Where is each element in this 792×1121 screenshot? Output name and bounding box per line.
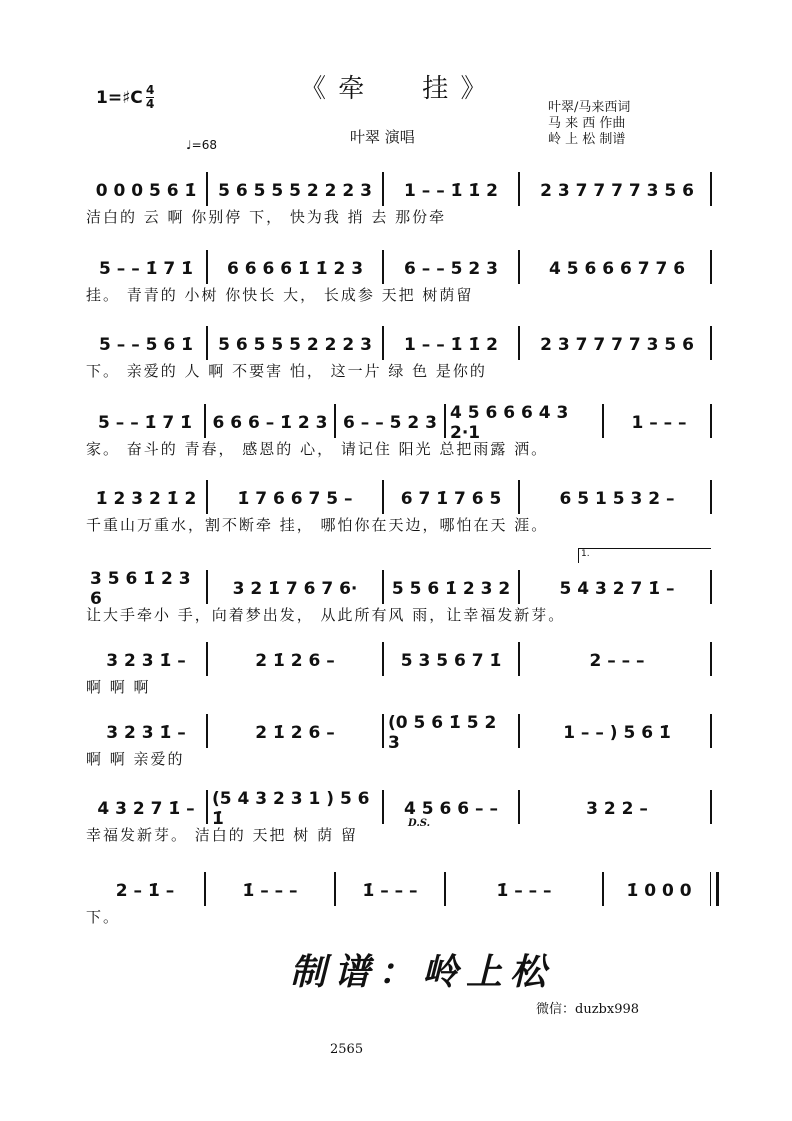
bar-line — [710, 326, 712, 360]
bar-line — [382, 326, 384, 360]
measure: 1̇ 7 6 6 7 5 – — [237, 489, 353, 509]
measure: 2 1̇ 2 6 – — [255, 723, 335, 743]
key-signature: 1=♯C — [96, 88, 143, 108]
measure: 1̇ – – – — [242, 881, 298, 901]
measure: 3 2 3 1̇ – — [106, 651, 186, 671]
measure: (5 4 3 2 3 1 ) 5 6 1̇ — [212, 789, 370, 829]
bar-line — [204, 872, 206, 906]
lyrics-line: 下。 — [86, 908, 121, 926]
measure: 1 – – – — [631, 413, 687, 433]
bar-line — [710, 570, 712, 604]
lyrics-line: 下。 亲爱的 人 啊 不要害 怕， 这一片 绿 色 是你的 — [86, 362, 487, 380]
bar-line — [444, 404, 446, 438]
measure: 4 5 6 6 – – — [404, 799, 498, 819]
measure: 1 – – ) 5 6 1̇ — [563, 723, 671, 743]
measure: 5 6 5 5 5 2 2 2 3 — [218, 335, 372, 355]
bar-line — [382, 790, 384, 824]
bar-line — [710, 790, 712, 824]
bar-line — [518, 790, 520, 824]
bar-line — [602, 872, 604, 906]
measure: 3 5 6 1̇ 2 3 6 — [90, 569, 191, 609]
bar-line — [382, 250, 384, 284]
notation-line — [86, 646, 716, 676]
transcriber-credit: 岭 上 松 制谱 — [548, 132, 626, 147]
measure: 1̇ – – – — [362, 881, 418, 901]
measure: 5 6 5 5 5 2 2 2 3 — [218, 181, 372, 201]
bar-line — [206, 570, 208, 604]
wechat-id: 微信：duzbx998 — [536, 1002, 640, 1017]
measure: 4 3 2 7 1̇ – — [97, 799, 195, 819]
measure: 1 – – 1̇ 1̇ 2 — [404, 181, 498, 201]
staff-system — [86, 330, 716, 410]
measure: 5 5 6 1̇ 2 3 2 — [391, 579, 511, 599]
measure: 5 – – 5 6 1̇ — [99, 335, 193, 355]
lyrics-line: 啊 啊 亲爱的 — [86, 750, 185, 768]
bar-line — [204, 404, 206, 438]
measure: 2 – – – — [589, 651, 645, 671]
measure: 6 6 6 6 1̇ 1̇ 2 3 — [226, 259, 364, 279]
time-top: 4 — [146, 83, 155, 97]
singer-credit: 叶翠 演唱 — [350, 128, 415, 146]
lyrics-line: 挂。 青青的 小树 你快长 大， 长成参 天把 树荫留 — [86, 286, 474, 304]
notation-line — [86, 789, 716, 829]
bar-line — [206, 172, 208, 206]
notation-line — [86, 569, 716, 609]
lyrics-line: 洁白的 云 啊 你别停 下， 快为我 捎 去 那份牵 — [86, 208, 447, 226]
bar-line — [710, 404, 712, 438]
measure: 5 – – 1̇ 7 1̇ — [99, 259, 193, 279]
bar-line — [382, 714, 384, 748]
measure: 2 3 7 7 7 7 3 5 6 — [540, 181, 694, 201]
measure: 6 6 6 – 1̇ 2 3 — [212, 413, 328, 433]
bar-line — [602, 404, 604, 438]
notation-line — [86, 876, 716, 906]
bar-line — [382, 172, 384, 206]
composer-credit: 马 来 西 作曲 — [548, 116, 626, 131]
lyrics-line: 让大手牵小 手，向着梦出发， 从此所有风 雨，让幸福发新芽。 — [86, 606, 566, 624]
author-credits — [548, 100, 630, 148]
notation-line — [86, 403, 716, 443]
measure: 1̇ 2 3 2 1̇ 2 — [95, 489, 197, 509]
bar-line — [382, 642, 384, 676]
bar-line — [382, 570, 384, 604]
bar-line — [206, 642, 208, 676]
tempo-mark: ♩=68 — [186, 138, 217, 152]
bar-line — [206, 480, 208, 514]
bar-line — [518, 714, 520, 748]
bar-line — [518, 326, 520, 360]
measure: 5 – – 1̇ 7 1̇ — [98, 413, 192, 433]
measure: 5 4 3 2 7 1̇ – — [559, 579, 675, 599]
measure: 6 – – 5 2 3 — [343, 413, 437, 433]
volta-number: 1. — [581, 549, 590, 559]
measure: 1̇ 0 0 0 — [626, 881, 692, 901]
notation-line — [86, 254, 716, 284]
bar-line — [444, 872, 446, 906]
measure: 5 3 5 6 7 1̇ — [400, 651, 502, 671]
measure: 6 7 1̇ 7 6 5 — [400, 489, 502, 509]
bar-line — [206, 326, 208, 360]
measure: 4 5 6 6 6 4 3 2·1 — [450, 403, 569, 443]
bar-line — [710, 872, 719, 906]
measure: 6 – – 5 2 3 — [404, 259, 498, 279]
bar-line — [518, 642, 520, 676]
time-bottom: 4 — [146, 97, 155, 111]
bar-line — [334, 872, 336, 906]
song-title: 《 牵 挂 》 — [300, 74, 489, 104]
measure: 1 – – 1̇ 1̇ 2 — [404, 335, 498, 355]
bar-line — [710, 714, 712, 748]
notation-line — [86, 330, 716, 360]
notation-line — [86, 176, 716, 206]
measure: 0 0 0 5 6 1̇ — [95, 181, 197, 201]
time-signature — [146, 84, 154, 111]
page-number: 2565 — [330, 1042, 364, 1057]
measure: 2 3 7 7 7 7 3 5 6 — [540, 335, 694, 355]
bar-line — [710, 172, 712, 206]
volta-bracket — [578, 548, 711, 563]
staff-system — [86, 569, 716, 654]
bar-line — [382, 480, 384, 514]
lyricist-credit: 叶翠/马来西词 — [548, 100, 631, 115]
measure: 3 2 3 1̇ – — [106, 723, 186, 743]
bar-line — [206, 714, 208, 748]
measure: 3 2 2 – — [586, 799, 648, 819]
notation-line — [86, 484, 716, 514]
signature: 制谱：岭上松 — [290, 951, 555, 993]
measure: 4 5 6 6 6 7 7 6 — [548, 259, 686, 279]
bar-line — [206, 790, 208, 824]
ds-mark: D.S. — [408, 818, 431, 829]
bar-line — [518, 172, 520, 206]
staff-system — [86, 403, 716, 488]
measure: 3 2 1̇ 7 6 7 6· — [232, 579, 358, 599]
bar-line — [710, 642, 712, 676]
bar-line — [710, 250, 712, 284]
lyrics-line: 幸福发新芽。 洁白的 天把 树 荫 留 — [86, 826, 358, 844]
staff-system — [86, 713, 716, 798]
lyrics-line: 家。 奋斗的 青春， 感恩的 心， 请记住 阳光 总把雨露 洒。 — [86, 440, 549, 458]
measure: (0 5 6 1̇ 5 2 3 — [388, 713, 497, 753]
bar-line — [334, 404, 336, 438]
lyrics-line: 啊 啊 啊 — [86, 678, 151, 696]
staff-system — [86, 254, 716, 334]
bar-line — [710, 480, 712, 514]
staff-system — [86, 176, 716, 256]
measure: 1̇ – – – — [496, 881, 552, 901]
measure: 6 5 1 5 3 2 – — [559, 489, 675, 509]
staff-system — [86, 789, 716, 874]
lyrics-line: 千重山万重水，割不断牵 挂， 哪怕你在天边，哪怕在天 涯。 — [86, 516, 549, 534]
measure: 2 – 1̇ – — [115, 881, 175, 901]
bar-line — [518, 570, 520, 604]
notation-line — [86, 713, 716, 753]
measure: 2 1̇ 2 6 – — [255, 651, 335, 671]
bar-line — [206, 250, 208, 284]
bar-line — [518, 480, 520, 514]
bar-line — [518, 250, 520, 284]
